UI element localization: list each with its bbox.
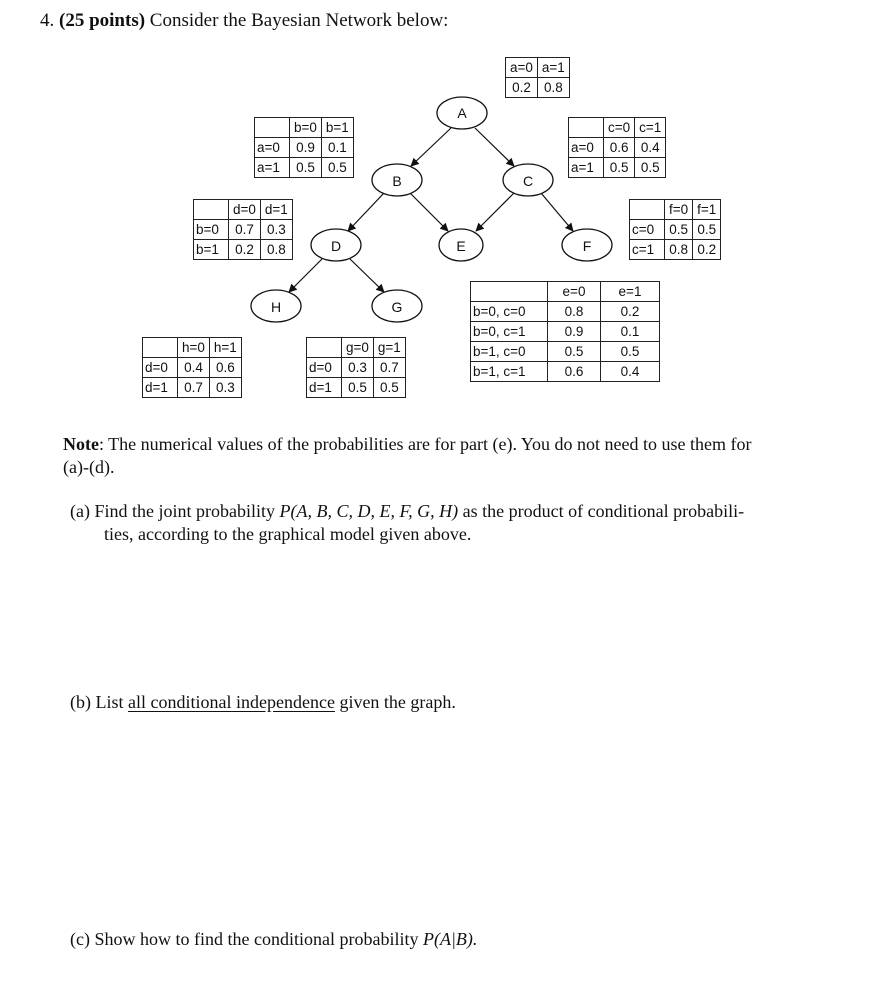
part-a-label: (a) — [70, 501, 90, 521]
cpt-h-table — [142, 337, 242, 398]
question-points: (25 points) — [59, 10, 146, 31]
cpt-cell: 0.2 — [229, 240, 261, 260]
cpt-row-header: b=0, c=1 — [471, 322, 548, 342]
note-text-cont: (a)-(d). — [63, 457, 115, 477]
cpt-row-header: d=1 — [143, 378, 178, 398]
node-c-label: C — [522, 173, 534, 189]
cpt-cell: 0.4 — [601, 362, 660, 382]
cpt-cell: e=0 — [548, 282, 601, 302]
cpt-cell: 0.7 — [373, 358, 405, 378]
cpt-cell: 0.1 — [601, 322, 660, 342]
cpt-corner — [194, 200, 229, 220]
cpt-b-table — [254, 117, 354, 178]
cpt-cell: 0.6 — [604, 138, 635, 158]
cpt-cell: g=0 — [342, 338, 374, 358]
question-number: 4. — [40, 10, 55, 31]
cpt-row-header: c=0 — [630, 220, 665, 240]
edge-c-f — [541, 193, 573, 231]
cpt-cell: 0.7 — [178, 378, 210, 398]
edge-a-b — [411, 128, 451, 166]
part-a-math: P(A, B, C, D, E, F, G, H) — [279, 501, 459, 521]
cpt-cell: 0.8 — [548, 302, 601, 322]
cpt-row-header: b=1 — [194, 240, 229, 260]
cpt-cell: 0.8 — [537, 78, 569, 98]
cpt-corner — [569, 118, 604, 138]
cpt-cell: f=0 — [665, 200, 693, 220]
node-b-label: B — [392, 173, 402, 189]
cpt-cell: 0.8 — [260, 240, 292, 260]
cpt-cell: c=1 — [635, 118, 666, 138]
cpt-cell: 0.2 — [506, 78, 538, 98]
cpt-cell: 0.2 — [601, 302, 660, 322]
part-c — [70, 928, 870, 951]
node-d-label: D — [330, 238, 342, 254]
cpt-cell: a=1 — [537, 58, 569, 78]
cpt-cell: 0.2 — [693, 240, 721, 260]
cpt-e-table — [470, 281, 660, 382]
part-b-underlined: all conditional independence — [128, 692, 335, 712]
cpt-g-table — [306, 337, 406, 398]
cpt-row-header: a=1 — [255, 158, 290, 178]
cpt-cell: 0.5 — [290, 158, 322, 178]
cpt-row-header: c=1 — [630, 240, 665, 260]
cpt-row-header: b=0, c=0 — [471, 302, 548, 322]
cpt-row-header: b=0 — [194, 220, 229, 240]
cpt-cell: 0.6 — [548, 362, 601, 382]
part-b-text-2: given the graph. — [339, 692, 456, 712]
cpt-cell: c=0 — [604, 118, 635, 138]
part-b-label: (b) — [70, 692, 91, 712]
edge-b-d — [348, 193, 384, 231]
cpt-cell: 0.1 — [321, 138, 353, 158]
cpt-cell: 0.4 — [178, 358, 210, 378]
cpt-cell: 0.5 — [373, 378, 405, 398]
cpt-cell: d=1 — [260, 200, 292, 220]
cpt-cell: 0.5 — [693, 220, 721, 240]
part-a — [70, 500, 870, 546]
cpt-row-header: b=1, c=0 — [471, 342, 548, 362]
cpt-cell: 0.4 — [635, 138, 666, 158]
part-b — [70, 691, 870, 714]
cpt-c-table — [568, 117, 666, 178]
node-h-label: H — [270, 299, 282, 315]
cpt-cell: h=1 — [209, 338, 241, 358]
part-a-text-3: ties, according to the graphical model given above. — [104, 524, 472, 544]
cpt-corner — [630, 200, 665, 220]
cpt-cell: 0.9 — [290, 138, 322, 158]
part-b-text: List — [95, 692, 124, 712]
cpt-cell: 0.8 — [665, 240, 693, 260]
cpt-cell: 0.5 — [342, 378, 374, 398]
cpt-cell: 0.6 — [209, 358, 241, 378]
cpt-corner — [307, 338, 342, 358]
cpt-cell: 0.5 — [604, 158, 635, 178]
cpt-cell: 0.5 — [321, 158, 353, 178]
part-c-text: Show how to find the conditional probability — [94, 929, 419, 949]
part-c-label: (c) — [70, 929, 90, 949]
node-g-label: G — [391, 299, 403, 315]
node-f-label: F — [582, 238, 592, 254]
cpt-cell: b=0 — [290, 118, 322, 138]
cpt-f-table — [629, 199, 721, 260]
part-a-text: Find the joint probability — [94, 501, 275, 521]
node-a-label: A — [457, 105, 467, 121]
question-prompt: Consider the Bayesian Network below: — [149, 10, 449, 31]
cpt-row-header: d=0 — [307, 358, 342, 378]
cpt-cell: 0.7 — [229, 220, 261, 240]
part-a-text-2: as the product of conditional probabili- — [462, 501, 745, 521]
cpt-cell: 0.5 — [635, 158, 666, 178]
cpt-cell: 0.5 — [548, 342, 601, 362]
cpt-cell: b=1 — [321, 118, 353, 138]
cpt-cell: 0.3 — [260, 220, 292, 240]
cpt-row-header: a=0 — [569, 138, 604, 158]
cpt-cell: e=1 — [601, 282, 660, 302]
cpt-row-header: b=1, c=1 — [471, 362, 548, 382]
cpt-cell: 0.3 — [342, 358, 374, 378]
cpt-row-header: a=1 — [569, 158, 604, 178]
cpt-cell: d=0 — [229, 200, 261, 220]
cpt-a-table — [505, 57, 570, 98]
note-text: : The numerical values of the probabilities are for part (e). You do not need to use them for — [98, 434, 752, 454]
cpt-corner — [255, 118, 290, 138]
edge-a-c — [475, 128, 514, 166]
cpt-corner — [143, 338, 178, 358]
cpt-corner — [471, 282, 548, 302]
cpt-cell: f=1 — [693, 200, 721, 220]
part-c-math: P(A|B). — [422, 929, 478, 949]
cpt-cell: 0.3 — [209, 378, 241, 398]
cpt-cell: a=0 — [506, 58, 538, 78]
cpt-cell: 0.5 — [665, 220, 693, 240]
node-e-label: E — [456, 238, 466, 254]
cpt-d-table — [193, 199, 293, 260]
edge-c-e — [476, 193, 514, 231]
bayesian-network-graph — [0, 0, 880, 420]
cpt-cell: h=0 — [178, 338, 210, 358]
edge-d-h — [289, 259, 322, 292]
note-label: Note — [63, 434, 99, 454]
cpt-cell: 0.9 — [548, 322, 601, 342]
cpt-cell: g=1 — [373, 338, 405, 358]
edge-d-g — [350, 259, 384, 292]
cpt-row-header: a=0 — [255, 138, 290, 158]
cpt-cell: 0.5 — [601, 342, 660, 362]
cpt-row-header: d=1 — [307, 378, 342, 398]
note-paragraph — [63, 433, 863, 479]
cpt-row-header: d=0 — [143, 358, 178, 378]
edge-b-e — [410, 193, 448, 231]
